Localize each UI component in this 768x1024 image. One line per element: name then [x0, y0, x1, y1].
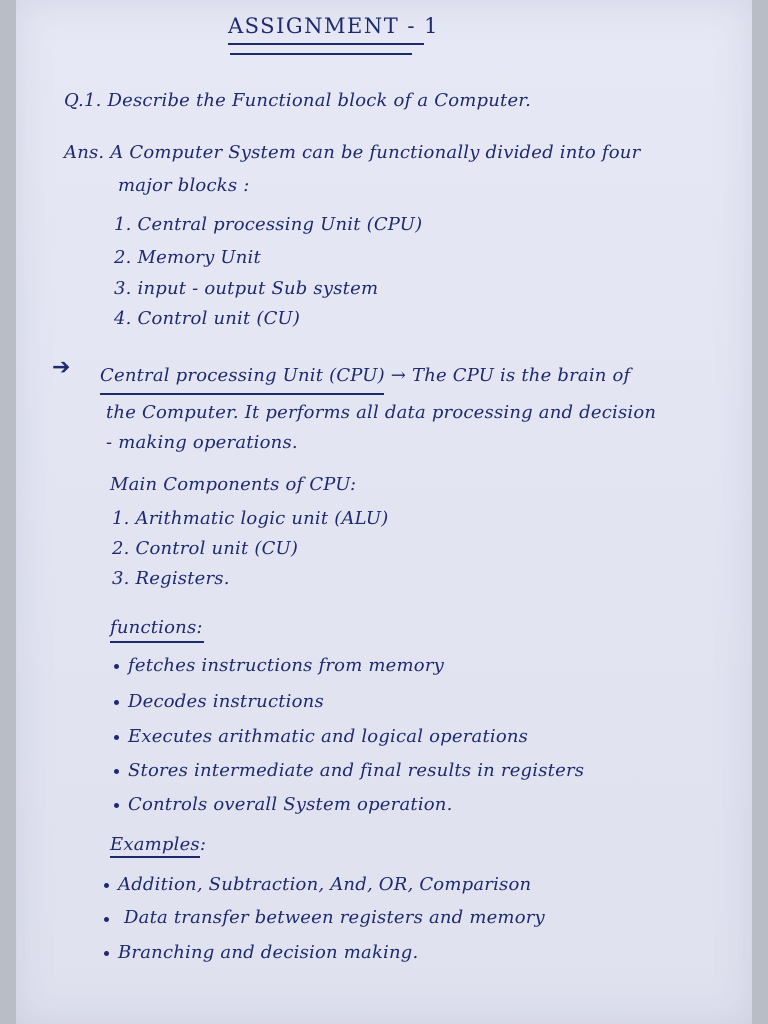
- answer-intro-line-1: Ans. A Computer System can be functionally divided into four: [64, 142, 641, 163]
- bullet-dot-icon: [114, 700, 119, 705]
- examples-heading-underline: [110, 856, 200, 858]
- bullet-dot-icon: [114, 803, 119, 808]
- components-heading: Main Components of CPU:: [110, 474, 357, 495]
- answer-intro-line-2: major blocks :: [118, 175, 250, 196]
- question-text: Q.1. Describe the Functional block of a Computer.: [64, 90, 532, 111]
- bullet-dot-icon: [114, 735, 119, 740]
- example-item-2: Data transfer between registers and memory: [124, 907, 545, 928]
- example-item-3: Branching and decision making.: [118, 942, 419, 963]
- block-item-2: 2. Memory Unit: [114, 247, 261, 268]
- functions-heading-underline: [110, 641, 204, 643]
- bullet-dot-icon: [114, 769, 119, 774]
- function-item-3: Executes arithmatic and logical operations: [128, 726, 529, 747]
- bullet-dot-icon: [104, 951, 109, 956]
- block-item-3: 3. input - output Sub system: [114, 278, 379, 299]
- cpu-heading: Central processing Unit (CPU) → The CPU is the brain of: [100, 365, 631, 386]
- notebook-page: [16, 0, 752, 1024]
- page-title: ASSIGNMENT - 1: [228, 14, 440, 38]
- block-item-1: 1. Central processing Unit (CPU): [114, 214, 423, 235]
- title-underline-1: [228, 43, 424, 45]
- component-item-2: 2. Control unit (CU): [112, 538, 299, 559]
- title-underline-2: [230, 53, 412, 55]
- component-item-1: 1. Arithmatic logic unit (ALU): [112, 508, 389, 529]
- examples-heading: Examples:: [110, 834, 207, 855]
- function-item-5: Controls overall System operation.: [128, 794, 453, 815]
- function-item-1: fetches instructions from memory: [128, 655, 445, 676]
- cpu-desc-line-3: - making operations.: [106, 432, 298, 453]
- component-item-3: 3. Registers.: [112, 568, 230, 589]
- cpu-heading-underline: [100, 393, 384, 395]
- right-arrow-icon: ➔: [52, 355, 71, 380]
- functions-heading: functions:: [110, 617, 203, 638]
- bullet-dot-icon: [104, 917, 109, 922]
- function-item-2: Decodes instructions: [128, 691, 324, 712]
- bullet-dot-icon: [104, 883, 109, 888]
- block-item-4: 4. Control unit (CU): [114, 308, 301, 329]
- bullet-dot-icon: [114, 664, 119, 669]
- function-item-4: Stores intermediate and final results in registers: [128, 760, 585, 781]
- example-item-1: Addition, Subtraction, And, OR, Comparison: [118, 874, 532, 895]
- cpu-desc-line-2: the Computer. It performs all data processing and decision: [106, 402, 657, 423]
